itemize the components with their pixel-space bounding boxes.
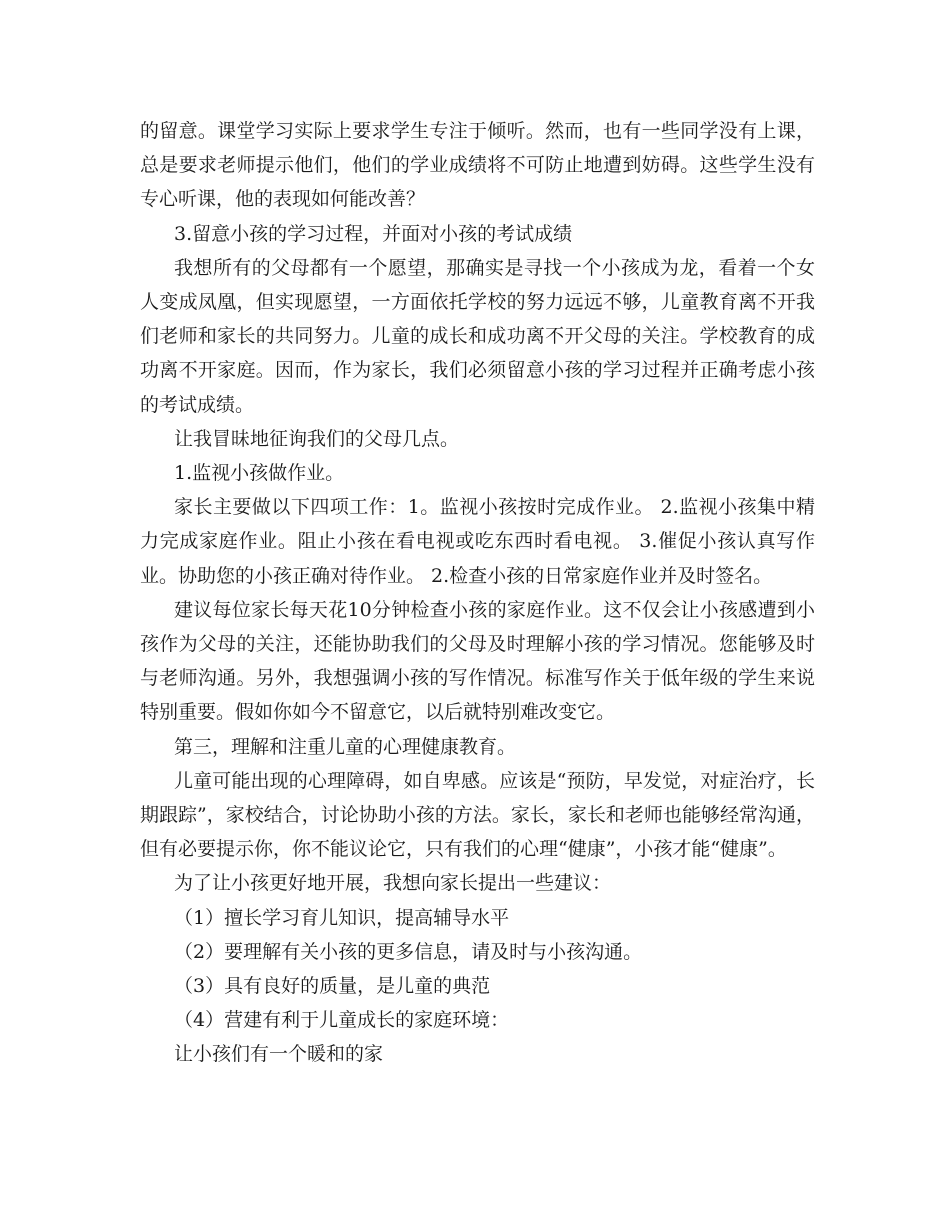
paragraph: 为了让小孩更好地开展，我想向家长提出一些建议： — [174, 872, 612, 895]
paragraph: 我想所有的父母都有一个愿望，那确实是寻找一个小孩成为龙，看着一个女人变成凤凰，但实现愿望，一方面依托学校的努力远远不够，儿童教育离不开我们老师和家长的共同努力。儿童的成长和成功离不开父母的关注。学校教育的成功离不开家庭。因而，作为家长，我们必须留意小孩的学习过程并正确考虑小孩的考试成绩。 — [140, 256, 815, 416]
paragraph: 儿童可能出现的心理障碍，如自卑感。应该是“预防，早发觉，对症治疗，长期跟踪”，家校结合，讨论协助小孩的方法。家长，家长和老师也能够经常沟通，但有必要提示你，你不能议论它，只有我们的心理“健康”，小孩才能“健康”。 — [140, 769, 815, 861]
paragraph: 让小孩们有一个暖和的家 — [174, 1043, 384, 1066]
list-item: （2）要理解有关小孩的更多信息，请及时与小孩沟通。 — [174, 940, 643, 963]
paragraph: 的留意。课堂学习实际上要求学生专注于倾听。然而，也有一些同学没有上课，总是要求老师提示他们，他们的学业成绩将不可防止地遭到妨碍。这些学生没有专心听课，他的表现如何能改善？ — [140, 120, 815, 211]
list-item: 1.监视小孩做作业。 — [174, 462, 345, 485]
list-item: （4）营建有利于儿童成长的家庭环境： — [174, 1009, 510, 1032]
list-item: （3）具有良好的质量，是儿童的典范 — [174, 975, 491, 998]
paragraph: 建议每位家长每天花10分钟检查小孩的家庭作业。这不仅会让小孩感遭到小孩作为父母的关注，还能协助我们的父母及时理解小孩的学习情况。您能够及时与老师沟通。另外，我想强调小孩的写作情况。标准写作关于低年级的学生来说特别重要。假如你如今不留意它，以后就特别难改变它。 — [140, 598, 815, 724]
section-heading: 3.留意小孩的学习过程，并面对小孩的考试成绩 — [174, 222, 573, 245]
section-heading: 第三，理解和注重儿童的心理健康教育。 — [174, 735, 517, 758]
paragraph: 家长主要做以下四项工作：1。监视小孩按时完成作业。 2.监视小孩集中精力完成家庭作业。阻止小孩在看电视或吃东西时看电视。 3.催促小孩认真写作业。协助您的小孩正确对待作业。 2.检查小孩的日常家庭作业并及时签名。 — [140, 496, 815, 587]
document-body — [140, 114, 815, 1072]
paragraph: 让我冒昧地征询我们的父母几点。 — [174, 427, 460, 450]
list-item: （1）擅长学习育儿知识，提高辅导水平 — [174, 906, 510, 929]
